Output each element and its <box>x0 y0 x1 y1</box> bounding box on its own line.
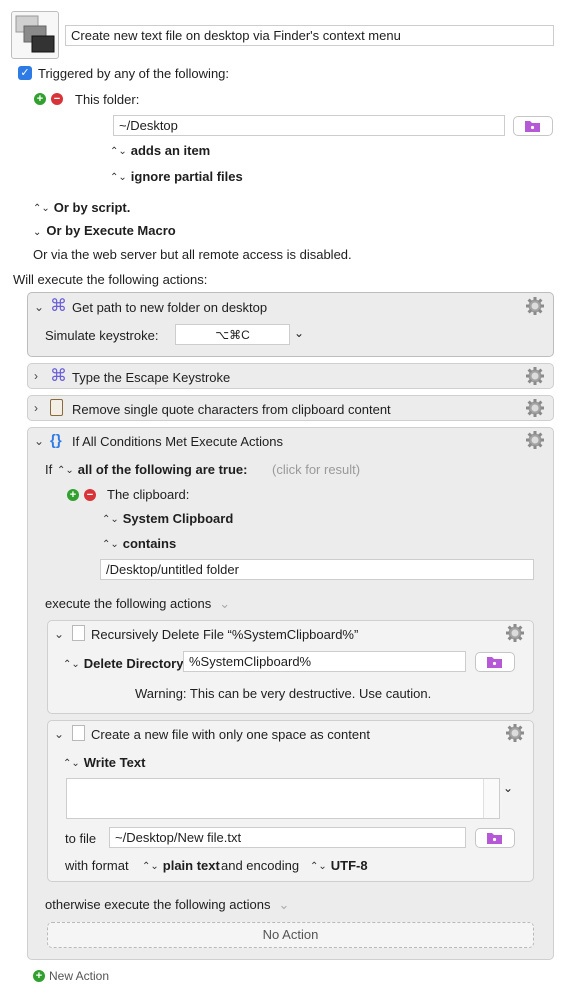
command-icon: ⌘ <box>50 296 67 315</box>
text-area-scrollbar[interactable] <box>483 779 499 818</box>
stepper-icon: ⌃⌄ <box>33 203 50 214</box>
gear-icon[interactable] <box>505 623 525 643</box>
macro-title-field[interactable]: Create new text file on desktop via Finder's context menu <box>65 25 554 46</box>
folder-icon <box>486 654 504 670</box>
folder-icon <box>524 118 542 134</box>
chevron-right-icon[interactable]: › <box>34 401 38 415</box>
gear-icon[interactable] <box>505 723 525 743</box>
encoding-select[interactable]: ⌃⌄ UTF-8 <box>310 858 368 873</box>
add-condition-icon[interactable]: + <box>67 489 79 501</box>
action-title: Create a new file with only one space as content <box>91 727 370 742</box>
choose-file-button[interactable] <box>475 652 515 672</box>
command-icon: ⌘ <box>50 366 67 385</box>
clipboard-condition-label: The clipboard: <box>107 487 190 502</box>
gear-clock-icon[interactable] <box>525 430 545 450</box>
chevron-down-icon[interactable]: ⌄ <box>54 727 65 741</box>
stepper-icon: ⌃⌄ <box>110 146 127 157</box>
choose-folder-button[interactable] <box>513 116 553 136</box>
destructive-warning: Warning: This can be very destructive. Use caution. <box>135 686 432 701</box>
gear-icon[interactable] <box>525 296 545 316</box>
write-mode-select[interactable]: ⌃⌄ Write Text <box>63 755 146 770</box>
braces-icon: {} <box>50 432 62 449</box>
gear-icon[interactable] <box>525 398 545 418</box>
to-file-label: to file <box>65 831 97 846</box>
chevron-down-icon[interactable]: ⌄ <box>503 781 514 795</box>
folder-icon <box>486 830 504 846</box>
format-label: with format <box>65 858 129 873</box>
simulate-keystroke-label: Simulate keystroke: <box>45 328 159 343</box>
by-execute-macro-toggle[interactable]: ⌄ Or by Execute Macro <box>33 223 176 238</box>
stepper-icon: ⌃⌄ <box>57 465 74 476</box>
stepper-icon: ⌃⌄ <box>102 539 119 550</box>
document-icon <box>72 725 85 741</box>
chevron-down-icon[interactable]: ⌄ <box>34 300 45 314</box>
action-delete-file[interactable] <box>47 620 534 714</box>
no-action-dropzone[interactable]: No Action <box>47 922 534 948</box>
action-if-block[interactable] <box>27 427 554 960</box>
add-trigger-icon[interactable]: + <box>34 93 46 105</box>
chevron-down-icon: ⌄ <box>278 897 290 912</box>
gear-icon[interactable] <box>525 366 545 386</box>
condition-mode-select[interactable]: ⌃⌄ all of the following are true: <box>57 462 248 477</box>
macro-icon[interactable] <box>11 11 59 59</box>
action-title: Get path to new folder on desktop <box>72 300 268 315</box>
delete-path-field[interactable]: %SystemClipboard% <box>183 651 466 672</box>
document-icon <box>72 625 85 641</box>
action-get-path[interactable] <box>27 292 554 357</box>
remove-trigger-icon[interactable]: − <box>51 93 63 105</box>
new-action-button[interactable]: New Action <box>49 969 110 983</box>
encoding-label: and encoding <box>221 858 300 873</box>
trigger-checkbox-label: Triggered by any of the following: <box>38 66 230 81</box>
match-value-field[interactable]: /Desktop/untitled folder <box>100 559 534 580</box>
click-for-result[interactable]: (click for result) <box>272 462 361 477</box>
action-create-file[interactable] <box>47 720 534 882</box>
execute-actions-label[interactable]: execute the following actions ⌄ <box>45 596 231 611</box>
new-action-icon[interactable]: + <box>33 970 45 982</box>
to-file-path-field[interactable]: ~/Desktop/New file.txt <box>109 827 466 848</box>
choose-file-button[interactable] <box>475 828 515 848</box>
folder-path-field[interactable]: ~/Desktop <box>113 115 505 136</box>
chevron-down-icon[interactable]: ⌄ <box>34 434 45 448</box>
stepper-icon: ⌃⌄ <box>63 758 80 769</box>
stepper-icon: ⌃⌄ <box>63 659 80 670</box>
trigger-checkbox[interactable]: ✓ <box>18 66 32 80</box>
format-select[interactable]: ⌃⌄ plain text <box>142 858 220 873</box>
chevron-down-icon: ⌄ <box>219 596 231 611</box>
clipboard-icon <box>50 399 63 416</box>
action-title: If All Conditions Met Execute Actions <box>72 434 283 449</box>
chevron-down-icon[interactable]: ⌄ <box>294 326 305 340</box>
chevron-down-icon[interactable]: ⌄ <box>54 627 65 641</box>
action-title: Type the Escape Keystroke <box>72 370 231 385</box>
if-label: If <box>45 462 53 477</box>
action-title: Recursively Delete File “%SystemClipboard%” <box>91 627 359 642</box>
folder-trigger-label: This folder: <box>75 92 140 107</box>
partial-files-select[interactable]: ⌃⌄ ignore partial files <box>110 169 243 184</box>
clipboard-source-select[interactable]: ⌃⌄ System Clipboard <box>102 511 234 526</box>
operator-select[interactable]: ⌃⌄ contains <box>102 536 177 551</box>
remove-condition-icon[interactable]: − <box>84 489 96 501</box>
folder-event-select[interactable]: ⌃⌄ adds an item <box>110 143 211 158</box>
stepper-icon: ⌃⌄ <box>310 861 327 872</box>
delete-mode-select[interactable]: ⌃⌄ Delete Directory <box>63 656 184 671</box>
otherwise-actions-label[interactable]: otherwise execute the following actions ⌄ <box>45 897 290 912</box>
chevron-right-icon[interactable]: › <box>34 369 38 383</box>
keystroke-field[interactable]: ⌥⌘C <box>175 324 290 345</box>
text-content-area[interactable] <box>66 778 500 819</box>
stepper-icon: ⌃⌄ <box>142 861 159 872</box>
web-server-note: Or via the web server but all remote access is disabled. <box>33 247 352 262</box>
stepper-icon: ⌃⌄ <box>110 172 127 183</box>
by-script-select[interactable]: ⌃⌄ Or by script. <box>33 200 131 215</box>
action-title: Remove single quote characters from clipboard content <box>72 402 391 417</box>
action-remove-quotes[interactable] <box>27 395 554 421</box>
stepper-icon: ⌃⌄ <box>102 514 119 525</box>
action-escape[interactable] <box>27 363 554 389</box>
actions-heading: Will execute the following actions: <box>13 272 208 287</box>
chevron-down-icon: ⌄ <box>33 227 42 238</box>
